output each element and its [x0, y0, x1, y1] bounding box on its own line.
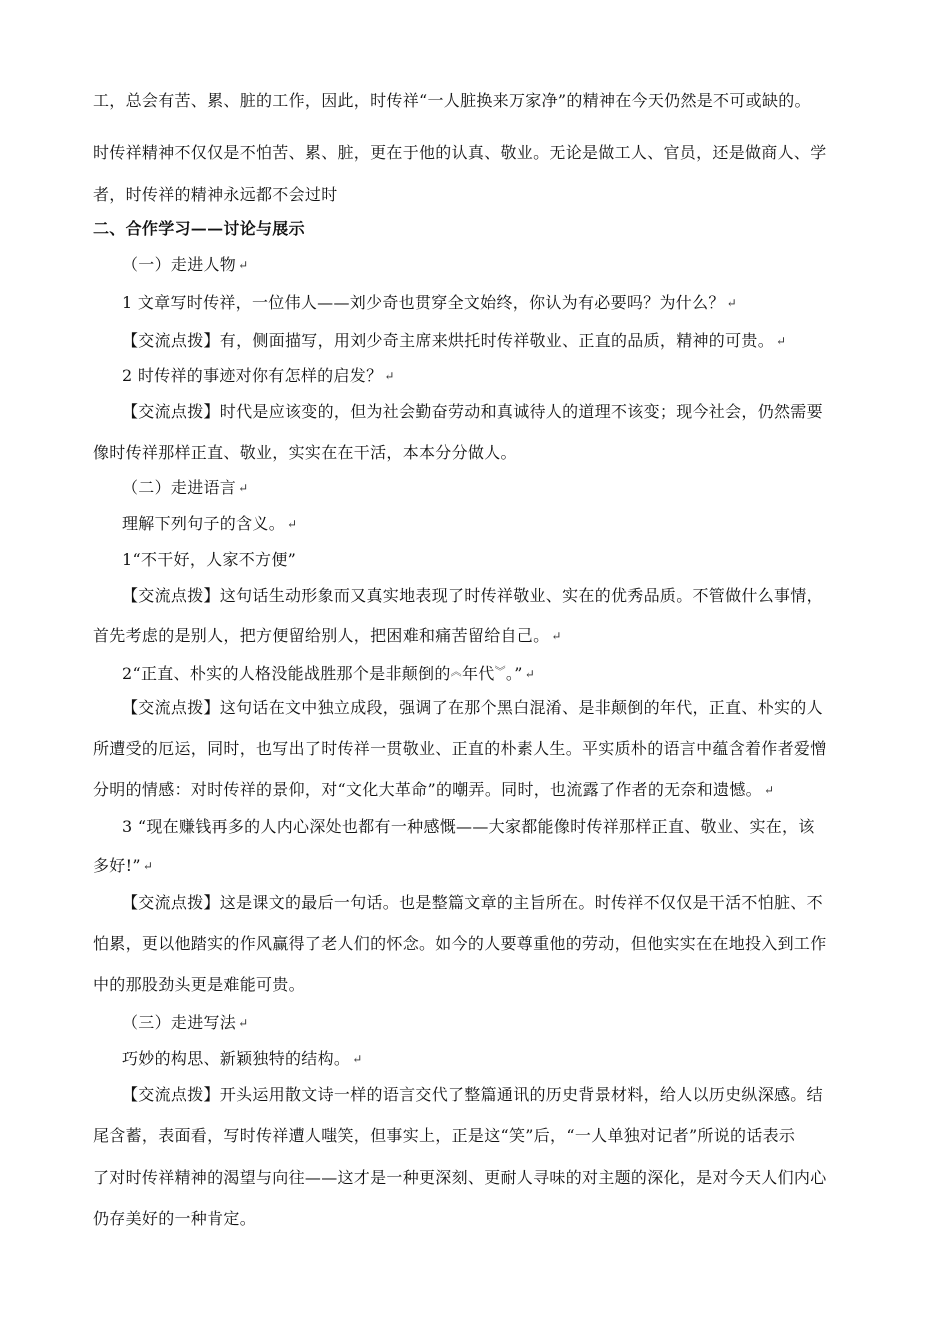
text-line: [93, 780, 774, 800]
return-mark-icon: ↵: [384, 369, 395, 383]
line-text: 【交流点拨】这句话生动形象而又真实地表现了时传祥敬业、实在的优秀品质。不管做什么事情，: [122, 586, 823, 605]
line-text: 【交流点拨】这是课文的最后一句话。也是整篇文章的主旨所在。时传祥不仅仅是干活不怕脏、不: [122, 893, 823, 912]
hat-mark-icon: ︽: [450, 665, 462, 678]
answer-line: [122, 402, 823, 422]
return-mark-icon: ↵: [726, 296, 738, 310]
line-text: 怕累，更以他踏实的作风赢得了老人们的怀念。如今的人要尊重他的劳动，但他实实在在地投入到工作: [93, 934, 827, 953]
return-mark-icon: ↵: [238, 258, 249, 272]
line-text: 巧妙的构思、新颖独特的结构。: [122, 1049, 351, 1068]
line-text: 理解下列句子的含义。: [122, 514, 286, 533]
text-line: [93, 1126, 795, 1146]
question-line: [122, 817, 815, 837]
line-text: 首先考虑的是别人，把方便留给别人，把困难和痛苦留给自己。: [93, 626, 550, 645]
return-mark-icon: ↵: [287, 517, 298, 531]
line-text: 多好!”: [93, 856, 141, 875]
question-line: [122, 1049, 363, 1069]
line-text: 1 文章写时传祥，一位伟人——刘少奇也贯穿全文始终，你认为有必要吗？为什么？: [122, 293, 725, 312]
question-line: [122, 550, 296, 570]
return-mark-icon: ↵: [238, 1016, 249, 1030]
return-mark-icon: ↵: [352, 1052, 363, 1066]
subsection-heading: [122, 1013, 248, 1033]
question-line: [122, 366, 395, 386]
text-line: [93, 143, 827, 163]
return-mark-icon: ↵: [524, 667, 536, 681]
text-line: [93, 443, 517, 463]
heading-text: （一）走进人物: [122, 255, 237, 274]
line-text: 者，时传祥的精神永远都不会过时: [93, 185, 338, 204]
text-line: [122, 514, 297, 534]
line-text: 中的那股劲头更是难能可贵。: [93, 975, 305, 994]
answer-line: [122, 586, 823, 606]
heading-text: 二、合作学习——讨论与展示: [93, 219, 305, 238]
line-text: 分明的情感：对时传祥的景仰，对“文化大革命”的嘲弄。同时，也流露了作者的无奈和遗憾。: [93, 780, 762, 799]
line-text: 所遭受的厄运，同时，也写出了时传祥一贯敬业、正直的朴素人生。平实质朴的语言中蕴含着作者爱憎: [93, 739, 827, 758]
text-line: [93, 626, 562, 646]
answer-line: [122, 893, 823, 913]
return-mark-icon: ↵: [551, 629, 562, 643]
answer-line: [122, 698, 823, 718]
answer-line: [122, 331, 786, 351]
text-line: [93, 739, 827, 759]
line-text: 【交流点拨】开头运用散文诗一样的语言交代了整篇通讯的历史背景材料，给人以历史纵深感。结: [122, 1085, 823, 1104]
line-text: 【交流点拨】时代是应该变的，但为社会勤奋劳动和真诚待人的道理不该变；现今社会，仍然需要: [122, 402, 823, 421]
heading-text: （二）走进语言: [122, 478, 237, 497]
line-text: 时传祥精神不仅仅是不怕苦、累、脏，更在于他的认真、敬业。无论是做工人、官员，还是做商人、学: [93, 143, 827, 162]
line-text: 仍存美好的一种肯定。: [93, 1209, 257, 1228]
text-line: [93, 856, 153, 876]
text-line: [93, 1209, 256, 1229]
return-mark-icon: ↵: [763, 783, 775, 797]
text-line: [93, 1168, 827, 1188]
text-line: [93, 185, 338, 205]
line-text: 像时传祥那样正直、敬业，实实在在干活，本本分分做人。: [93, 443, 517, 462]
line-text: 2 时传祥的事迹对你有怎样的启发？: [122, 366, 383, 385]
line-text: 年代: [461, 664, 495, 683]
return-mark-icon: ↵: [238, 481, 249, 495]
text-line: [93, 91, 811, 111]
return-mark-icon: ↵: [142, 859, 154, 873]
line-text: 【交流点拨】有，侧面描写，用刘少奇主席来烘托时传祥敬业、正直的品质，精神的可贵。: [122, 331, 775, 350]
line-text: 尾含蓄，表面看，写时传祥遭人嗤笑，但事实上，正是这“笑”后，“一人单独对记者”所说的话表示: [93, 1126, 796, 1145]
text-line: [93, 975, 305, 995]
section-heading: [93, 219, 305, 239]
answer-line: [122, 1085, 823, 1105]
line-text: 。”: [505, 664, 523, 683]
cup-mark-icon: ︾: [494, 665, 506, 678]
question-line: [122, 662, 535, 684]
line-text: 了对时传祥精神的渴望与向往——这才是一种更深刻、更耐人寻味的对主题的深化，是对今天人们内心: [93, 1168, 827, 1187]
line-text: 【交流点拨】这句话在文中独立成段，强调了在那个黑白混淆、是非颠倒的年代，正直、朴实的人: [122, 698, 823, 717]
line-text: 2“正直、朴实的人格没能战胜那个是非颠倒的: [122, 664, 451, 683]
text-line: [93, 934, 827, 954]
line-text: 1“不干好，人家不方便”: [122, 550, 297, 569]
heading-text: （三）走进写法: [122, 1013, 237, 1032]
line-text: 工，总会有苦、累、脏的工作，因此，时传祥“一人脏换来万家净”的精神在今天仍然是不可或缺的。: [93, 91, 811, 110]
subsection-heading: [122, 478, 248, 498]
return-mark-icon: ↵: [776, 334, 787, 348]
line-text: 3 “现在赚钱再多的人内心深处也都有一种感慨——大家都能像时传祥那样正直、敬业、实在，该: [122, 817, 815, 836]
subsection-heading: [122, 255, 248, 275]
question-line: [122, 293, 737, 313]
